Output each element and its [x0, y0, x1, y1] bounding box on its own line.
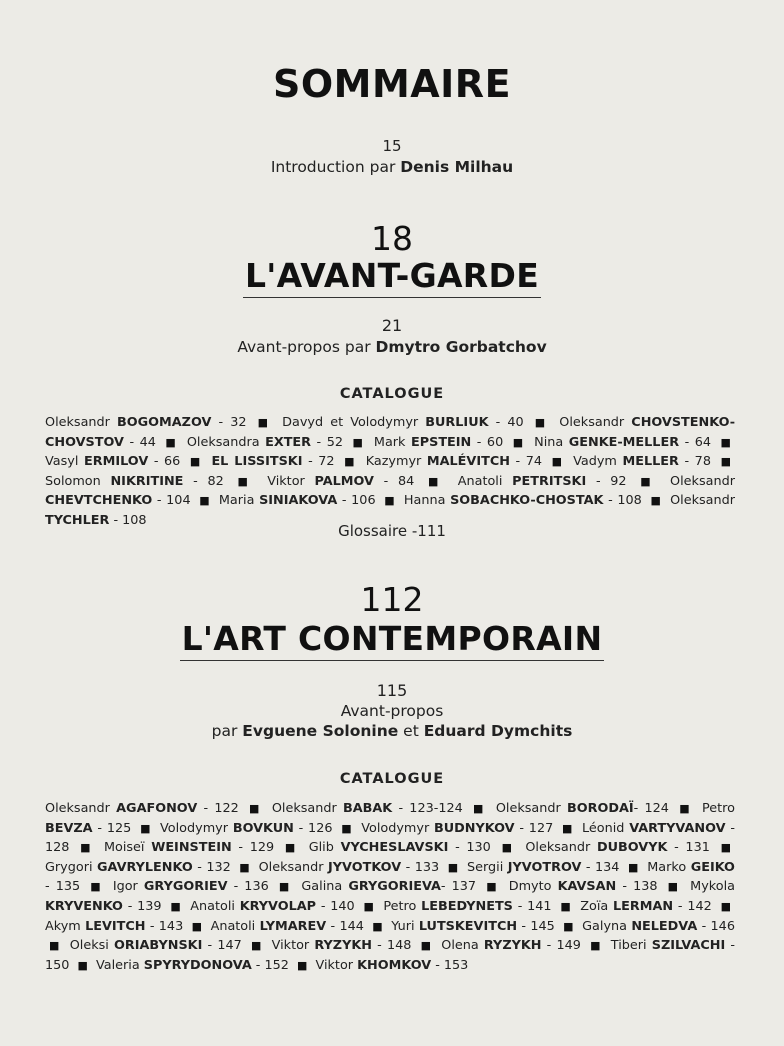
artist-page-number: - 133 [401, 859, 440, 875]
artist-last-name: SOBACHKO-CHOSTAK [450, 493, 604, 509]
section1-foreword [0, 338, 784, 356]
artist-first-name: Akym [45, 918, 86, 934]
separator-square-icon: ■ [627, 860, 639, 874]
separator-square-icon: ■ [372, 919, 383, 933]
artist-first-name: Zoïa [580, 898, 614, 914]
artist-last-name: BABAK [342, 801, 393, 816]
section1-catalogue-entry [45, 474, 224, 489]
section2-foreword-par: par [211, 722, 243, 740]
artist-page-number: - 84 [373, 473, 415, 489]
section1-catalogue-entry [374, 435, 503, 450]
artist-last-name: LEVITCH [85, 918, 146, 934]
artist-first-name: Hanna [403, 493, 451, 509]
section2-catalogue-entry [467, 860, 619, 875]
artist-first-name: Dmyto [508, 879, 558, 895]
artist-last-name: SINIAKOVA [259, 493, 338, 509]
artist-last-name: GRYGORIEVA [348, 879, 441, 895]
artist-page-number: - 131 [667, 840, 710, 856]
artist-first-name: Vasyl [45, 454, 84, 470]
section2-catalogue-entry [96, 958, 289, 973]
artist-page-number: - 78 [678, 454, 711, 470]
artist-first-name: Petro [383, 898, 422, 914]
artist-last-name: NIKRITINE [110, 473, 184, 489]
artist-page-number: - 128 [45, 820, 735, 856]
separator-square-icon: ■ [140, 821, 152, 835]
artist-first-name: Oleksi [69, 938, 115, 954]
artist-last-name: MALÉVITCH [426, 454, 510, 470]
separator-square-icon: ■ [679, 802, 692, 815]
separator-square-icon: ■ [284, 841, 298, 855]
section2-catalogue-entry [45, 919, 183, 934]
separator-square-icon: ■ [77, 958, 88, 972]
artist-first-name: Viktor [315, 957, 358, 973]
section2-catalogue-entry [441, 938, 581, 953]
artist-page-number: - 40 [488, 415, 524, 430]
section2-catalogue-entry [509, 879, 658, 894]
artist-page-number: - 142 [673, 898, 712, 914]
artist-first-name: Petro [702, 801, 735, 816]
separator-square-icon: ■ [501, 841, 515, 855]
separator-square-icon: ■ [667, 880, 681, 894]
separator-square-icon: ■ [239, 860, 251, 874]
section1-page-number: 18 [371, 219, 413, 258]
artist-page-number: - 125 [92, 820, 132, 836]
section1-catalogue-entry [187, 435, 343, 450]
separator-square-icon: ■ [363, 899, 375, 913]
artist-last-name: GRYGORIEV [143, 879, 228, 895]
section1-catalogue-entry [366, 454, 542, 469]
section2-catalogue-list [45, 799, 735, 975]
section1-catalogue-entry [573, 454, 711, 469]
separator-square-icon: ■ [49, 939, 61, 953]
section2-catalogue-entry [582, 919, 735, 934]
artist-page-number: - 145 [517, 918, 555, 934]
section1-catalogue-entry [219, 493, 376, 508]
artist-first-name: Oleksandr [45, 801, 117, 816]
artist-page-number: - 66 [148, 454, 181, 470]
separator-square-icon: ■ [486, 880, 499, 894]
artist-last-name: BOVKUN [232, 820, 294, 836]
artist-page-number: - 139 [122, 898, 162, 914]
section1-catalogue-entry [404, 493, 642, 508]
section2-foreword-authors [0, 722, 784, 740]
artist-page-number: - 60 [471, 434, 504, 450]
section2-catalogue-entry [45, 801, 239, 816]
separator-square-icon: ■ [650, 494, 662, 508]
separator-square-icon: ■ [640, 474, 657, 488]
artist-last-name: LEBEDYNETS [421, 898, 513, 914]
section2-foreword-et: et [398, 722, 424, 740]
artist-first-name: Galyna [582, 918, 632, 934]
separator-square-icon: ■ [384, 494, 396, 508]
separator-square-icon: ■ [297, 958, 308, 972]
artist-last-name: BUDNYKOV [434, 820, 515, 836]
artist-first-name: Oleksandr [45, 415, 118, 430]
artist-last-name: ORIABYNSKI [114, 938, 203, 954]
intro-text: Introduction par [270, 158, 401, 176]
section1-catalogue-entry [45, 454, 180, 469]
section1-catalogue-list [45, 413, 735, 531]
artist-last-name: JYVOTROV [507, 859, 582, 875]
artist-first-name: Yuri [391, 918, 419, 934]
artist-page-number: - 152 [251, 957, 289, 973]
artist-page-number: - 126 [293, 820, 333, 836]
artist-page-number: - 127 [514, 820, 554, 836]
separator-square-icon: ■ [80, 841, 94, 855]
artist-page-number: - 135 [45, 879, 81, 895]
artist-first-name: Oleksandr [525, 840, 597, 856]
separator-square-icon: ■ [420, 939, 433, 953]
section1-foreword-page: 21 [381, 316, 403, 335]
intro-author: Denis Milhau [400, 158, 514, 176]
artist-page-number: - 153 [431, 957, 469, 973]
artist-page-number: - 124 [633, 801, 669, 816]
section2-catalogue-entry [361, 821, 553, 836]
artist-page-number: - 74 [509, 454, 543, 470]
artist-first-name: Solomon [45, 473, 111, 489]
artist-page-number: - 150 [45, 938, 736, 973]
artist-last-name: KRYVOLAP [239, 898, 317, 914]
artist-first-name: Oleksandr [271, 801, 343, 816]
artist-page-number: - 146 [697, 918, 735, 934]
section2-foreword-page: 115 [376, 681, 408, 700]
page-title: SOMMAIRE [272, 62, 512, 106]
artist-last-name: BEVZA [45, 820, 93, 836]
artist-page-number: - 108 [603, 493, 642, 509]
intro-page-number: 15 [382, 137, 402, 155]
section2-catalogue-entry [70, 938, 242, 953]
artist-first-name: Viktor [271, 938, 315, 954]
glossary-entry: Glossaire -111 [338, 522, 446, 540]
separator-square-icon: ■ [257, 416, 272, 429]
separator-square-icon: ■ [720, 455, 731, 469]
artist-last-name: BORODAÏ [567, 801, 634, 816]
section2-foreword-author1: Evguene Solonine [242, 722, 399, 740]
artist-first-name: Oleksandr [670, 473, 735, 489]
intro-line [0, 158, 784, 176]
section2-catalogue-entry [272, 801, 463, 816]
separator-square-icon: ■ [170, 899, 182, 913]
section1-foreword-author: Dmytro Gorbatchov [375, 338, 547, 356]
separator-square-icon: ■ [512, 435, 525, 449]
separator-square-icon: ■ [165, 435, 178, 449]
separator-square-icon: ■ [191, 919, 203, 933]
separator-square-icon: ■ [249, 802, 262, 815]
artist-last-name: PETRITSKI [512, 473, 587, 489]
artist-first-name: Kazymyr [365, 454, 427, 470]
artist-page-number: - 106 [337, 493, 376, 509]
section1-catalogue-heading: CATALOGUE [339, 386, 445, 402]
artist-last-name: EL LISSITSKI [211, 454, 303, 470]
artist-last-name: KRYVENKO [45, 898, 123, 914]
artist-page-number: - 134 [581, 859, 620, 875]
artist-first-name: Oleksandr [559, 415, 632, 430]
artist-last-name: DUBOVYK [596, 840, 668, 856]
artist-last-name: VARTYVANOV [629, 820, 726, 836]
section1-catalogue-entry [534, 435, 711, 450]
artist-last-name: SPYRYDONOVA [143, 957, 252, 973]
artist-first-name: Maria [218, 493, 260, 509]
artist-last-name: LUTSKEVITCH [418, 918, 518, 934]
section2-catalogue-entry [301, 879, 476, 894]
artist-first-name: Léonid [582, 820, 630, 836]
section1-catalogue-entry [267, 474, 414, 489]
section2-catalogue-entry [272, 938, 412, 953]
artist-page-number: - 108 [109, 512, 147, 528]
section2-catalogue-entry [259, 860, 440, 875]
artist-last-name: CHOVSTENKO-CHOVSTOV [45, 415, 736, 450]
artist-last-name: TYCHLER [45, 512, 110, 528]
artist-first-name: Davyd et Volodymyr [282, 415, 426, 430]
separator-square-icon: ■ [534, 416, 549, 429]
section2-catalogue-entry [525, 840, 710, 855]
separator-square-icon: ■ [563, 919, 574, 933]
artist-last-name: ERMILOV [84, 454, 149, 470]
section2-catalogue-entry [113, 879, 269, 894]
section2-catalogue-entry [160, 821, 332, 836]
section2-catalogue-entry [383, 899, 551, 914]
section1-catalogue-entry [211, 454, 334, 469]
artist-first-name: Moiseï [103, 840, 152, 856]
separator-square-icon: ■ [250, 939, 263, 953]
separator-square-icon: ■ [720, 899, 731, 913]
section2-catalogue-heading: CATALOGUE [339, 771, 445, 787]
artist-last-name: KAVSAN [557, 879, 617, 895]
section1-catalogue-entry [282, 415, 523, 430]
artist-first-name: Sergii [467, 859, 508, 875]
artist-first-name: Oleksandr [495, 801, 567, 816]
artist-first-name: Anatoli [210, 918, 260, 934]
separator-square-icon: ■ [199, 494, 211, 508]
artist-last-name: EXTER [265, 434, 312, 450]
artist-first-name: Volodymyr [361, 820, 435, 836]
artist-last-name: SZILVACHI [651, 938, 726, 954]
artist-first-name: Marko [647, 859, 691, 875]
section1-catalogue-entry [458, 474, 627, 489]
artist-page-number: - 144 [326, 918, 364, 934]
artist-page-number: - 141 [512, 898, 552, 914]
section1-foreword-text: Avant-propos par [237, 338, 376, 356]
artist-page-number: - 104 [152, 493, 191, 509]
artist-last-name: EPSTEIN [410, 434, 472, 450]
artist-page-number: - 138 [616, 879, 658, 895]
artist-first-name: Oleksandr [670, 493, 736, 509]
separator-square-icon: ■ [720, 435, 731, 449]
section2-title: L'ART CONTEMPORAIN [180, 619, 605, 661]
artist-page-number: - 72 [302, 454, 335, 470]
separator-square-icon: ■ [352, 435, 365, 449]
artist-last-name: MELLER [622, 454, 679, 470]
section2-catalogue-entry [580, 899, 712, 914]
artist-page-number: - 130 [448, 840, 491, 856]
separator-square-icon: ■ [341, 821, 353, 835]
section2-catalogue-entry [45, 860, 231, 875]
artist-first-name: Volodymyr [160, 820, 233, 836]
section2-page-number: 112 [360, 580, 424, 619]
artist-first-name: Grygori [45, 859, 98, 875]
section2-catalogue-entry [496, 801, 669, 816]
artist-last-name: RYZYKH [483, 938, 542, 954]
artist-first-name: Tiberi [610, 938, 652, 954]
artist-page-number: - 143 [145, 918, 184, 934]
artist-last-name: LERMAN [613, 898, 674, 914]
artist-page-number: - 147 [202, 938, 242, 954]
artist-last-name: AGAFONOV [116, 801, 198, 816]
artist-last-name: GAVRYLENKO [97, 859, 193, 875]
artist-page-number: - 140 [316, 898, 355, 914]
artist-first-name: Viktor [267, 473, 315, 489]
artist-page-number: - 136 [227, 879, 269, 895]
artist-page-number: - 137 [440, 879, 477, 895]
artist-page-number: - 129 [231, 840, 275, 856]
artist-last-name: CHEVTCHENKO [45, 493, 153, 509]
artist-page-number: - 52 [311, 434, 343, 450]
section2-foreword-author2: Eduard Dymchits [423, 722, 573, 740]
artist-first-name: Mykola [690, 879, 735, 895]
artist-page-number: - 149 [541, 938, 581, 954]
section2-catalogue-entry [211, 919, 364, 934]
artist-last-name: VYCHESLAVSKI [340, 840, 449, 856]
artist-first-name: Oleksandr [258, 859, 329, 875]
separator-square-icon: ■ [447, 860, 459, 874]
separator-square-icon: ■ [237, 474, 254, 488]
section2-foreword-line1: Avant-propos [340, 702, 444, 720]
separator-square-icon: ■ [473, 802, 486, 815]
artist-page-number: - 32 [211, 415, 247, 430]
artist-last-name: NELEDVA [631, 918, 698, 934]
artist-last-name: KHOMKOV [357, 957, 432, 973]
artist-page-number: - 122 [197, 801, 239, 816]
artist-first-name: Anatoli [190, 898, 240, 914]
artist-first-name: Nina [534, 434, 569, 450]
artist-page-number: - 148 [371, 938, 412, 954]
separator-square-icon: ■ [560, 899, 572, 913]
artist-last-name: RYZYKH [314, 938, 372, 954]
artist-first-name: Oleksandra [186, 434, 266, 450]
artist-first-name: Mark [373, 434, 411, 450]
artist-page-number: - 82 [183, 473, 224, 489]
artist-last-name: GENKE-MELLER [568, 434, 680, 450]
artist-page-number: - 132 [192, 859, 231, 875]
artist-first-name: Galina [301, 879, 349, 895]
section2-catalogue-entry [309, 840, 491, 855]
artist-page-number: - 44 [123, 434, 156, 450]
section1-title: L'AVANT-GARDE [243, 256, 541, 298]
artist-first-name: Valeria [96, 957, 144, 973]
separator-square-icon: ■ [720, 841, 731, 855]
artist-page-number: - 64 [679, 434, 712, 450]
artist-first-name: Vadym [573, 454, 623, 470]
separator-square-icon: ■ [344, 455, 357, 469]
artist-page-number: - 123-124 [392, 801, 463, 816]
section1-heading [0, 256, 784, 298]
artist-last-name: BURLIUK [425, 415, 489, 430]
separator-square-icon: ■ [278, 880, 292, 894]
section2-catalogue-entry [190, 899, 354, 914]
section2-catalogue-entry [391, 919, 555, 934]
artist-last-name: WEINSTEIN [151, 840, 232, 856]
artist-last-name: PALMOV [314, 473, 374, 489]
artist-last-name: BOGOMAZOV [117, 415, 212, 430]
section2-catalogue-entry [315, 958, 468, 973]
artist-first-name: Igor [112, 879, 144, 895]
artist-page-number: - 92 [586, 473, 627, 489]
section1-catalogue-entry [45, 415, 247, 430]
separator-square-icon: ■ [189, 455, 202, 469]
separator-square-icon: ■ [90, 880, 103, 894]
artist-last-name: GEIKO [690, 859, 735, 875]
artist-last-name: JYVOTKOV [328, 859, 402, 875]
artist-last-name: LYMAREV [259, 918, 327, 934]
section2-heading [0, 619, 784, 661]
artist-first-name: Anatoli [457, 473, 513, 489]
section2-catalogue-entry [104, 840, 274, 855]
separator-square-icon: ■ [562, 821, 574, 835]
separator-square-icon: ■ [590, 939, 602, 953]
separator-square-icon: ■ [427, 474, 445, 488]
artist-first-name: Olena [441, 938, 484, 954]
artist-first-name: Glib [308, 840, 341, 856]
separator-square-icon: ■ [551, 455, 564, 469]
